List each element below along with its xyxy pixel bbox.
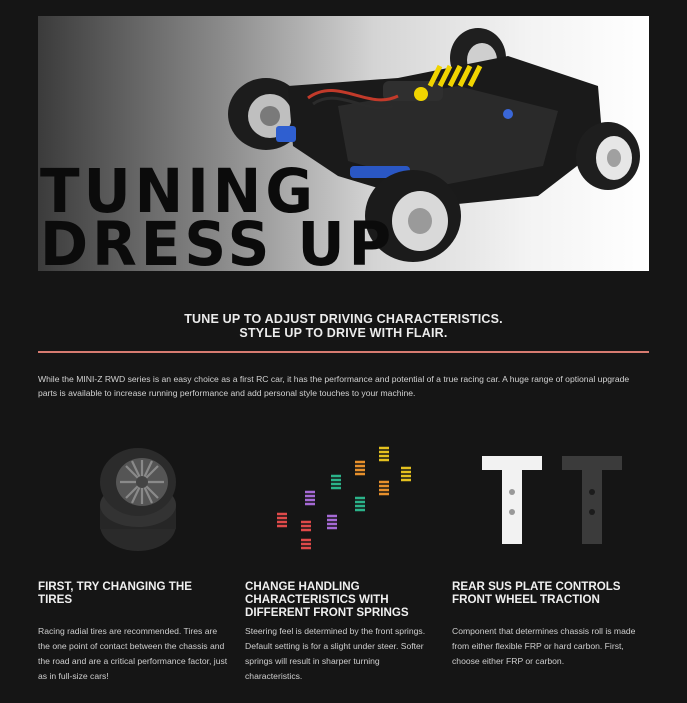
feature-title: REAR SUS PLATE CONTROLS FRONT WHEEL TRACTION: [452, 580, 621, 606]
feature-image: [38, 430, 228, 560]
feature-body: Steering feel is determined by the front springs. Default setting is for a slight under steer. Softer springs will result in sharper turning characteristics.: [245, 626, 426, 681]
tire-wheel-icon: [38, 430, 228, 560]
feature-image: [245, 430, 435, 560]
sus-plate-icon: [452, 430, 642, 560]
feature-body: Racing radial tires are recommended. Tires are the one point of contact between the chassis and the road and are a critical performance factor, just as in full-size cars!: [38, 626, 228, 681]
feature-title: FIRST, TRY CHANGING THE TIRES: [38, 580, 192, 606]
feature-tires: [38, 430, 228, 681]
tagline-line1: TUNE UP TO ADJUST DRIVING CHARACTERISTICS.: [184, 312, 503, 326]
hero-title-line2: DRESS UP: [40, 208, 396, 271]
feature-image: [452, 430, 642, 560]
section-divider: [38, 351, 649, 353]
hero-banner: [38, 16, 649, 271]
feature-sus-plate: [452, 430, 642, 666]
tagline-line2: STYLE UP TO DRIVE WITH FLAIR.: [239, 326, 448, 340]
hero-title-line1: TUNING: [40, 155, 317, 227]
feature-body: Component that determines chassis roll is made from either flexible FRP or hard carbon. First, choose either FRP or carbon.: [452, 626, 636, 666]
intro-paragraph: While the MINI-Z RWD series is an easy choice as a first RC car, it has the performance and potential of a true racing car. A huge range of optional upgrade parts is available to increase running performance and add personal style touches to your machine.: [38, 374, 630, 398]
feature-springs: [245, 430, 435, 681]
springs-icon: [245, 430, 435, 560]
feature-title: CHANGE HANDLING CHARACTERISTICS WITH DIFFERENT FRONT SPRINGS: [245, 580, 409, 619]
